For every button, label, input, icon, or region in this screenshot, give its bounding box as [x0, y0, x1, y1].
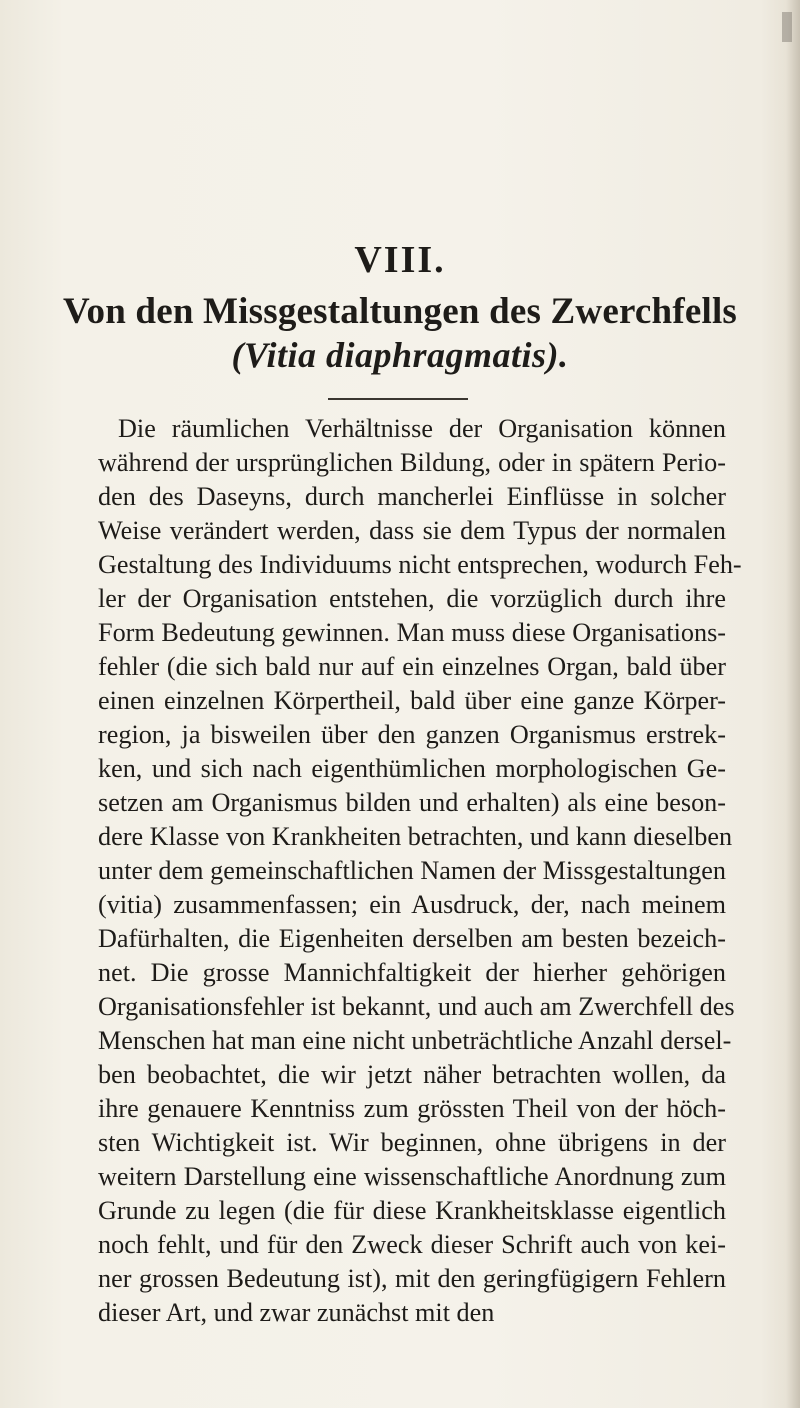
text-line: Dafürhalten, die Eigenheiten derselben am besten bezeich-: [98, 924, 726, 953]
text-line: unter dem gemeinschaftlichen Namen der Missgestaltungen: [98, 856, 726, 885]
text-line: weitern Darstellung eine wissenschaftliche Anordnung zum: [98, 1162, 726, 1191]
body-paragraph: [98, 412, 742, 1330]
page-edge-shadow: [786, 0, 800, 1408]
corner-mark: [782, 12, 792, 42]
text-line: während der ursprünglichen Bildung, oder in spätern Perio-: [98, 448, 726, 477]
text-line: Organisationsfehler ist bekannt, und auch am Zwerchfell des: [98, 992, 735, 1021]
text-line: setzen am Organismus bilden und erhalten) als eine beson-: [98, 788, 726, 817]
text-line: ihre genauere Kenntniss zum grössten Theil von der höch-: [98, 1094, 726, 1123]
text-line: fehler (die sich bald nur auf ein einzelnes Organ, bald über: [98, 652, 726, 681]
text-line: noch fehlt, und für den Zweck dieser Schrift auch von kei-: [98, 1230, 726, 1259]
text-line: dieser Art, und zwar zunächst mit den: [98, 1298, 495, 1327]
text-line: Die räumlichen Verhältnisse der Organisation können: [118, 414, 726, 443]
chapter-title: Von den Missgestaltungen des Zwerchfells: [62, 291, 738, 332]
text-line: sten Wichtigkeit ist. Wir beginnen, ohne übrigens in der: [98, 1128, 726, 1157]
title-divider: [328, 398, 468, 400]
text-line: net. Die grosse Mannichfaltigkeit der hierher gehörigen: [98, 958, 726, 987]
text-line: Gestaltung des Individuums nicht entsprechen, wodurch Feh-: [98, 550, 742, 579]
text-line: einen einzelnen Körpertheil, bald über eine ganze Körper-: [98, 686, 726, 715]
text-line: Grunde zu legen (die für diese Krankheitsklasse eigentlich: [98, 1196, 726, 1225]
chapter-number: VIII.: [354, 239, 446, 281]
text-line: ner grossen Bedeutung ist), mit den geringfügigern Fehlern: [98, 1264, 726, 1293]
text-line: Weise verändert werden, dass sie dem Typus der normalen: [98, 516, 726, 545]
text-line: Menschen hat man eine nicht unbeträchtliche Anzahl dersel-: [98, 1026, 732, 1055]
text-line: (vitia) zusammenfassen; ein Ausdruck, der, nach meinem: [98, 890, 726, 919]
text-line: den des Daseyns, durch mancherlei Einflüsse in solcher: [98, 482, 726, 511]
text-line: Form Bedeutung gewinnen. Man muss diese Organisations-: [98, 618, 726, 647]
text-line: ben beobachtet, die wir jetzt näher betrachten wollen, da: [98, 1060, 726, 1089]
text-line: ken, und sich nach eigenthümlichen morphologischen Ge-: [98, 754, 726, 783]
text-line: ler der Organisation entstehen, die vorzüglich durch ihre: [98, 584, 726, 613]
text-line: dere Klasse von Krankheiten betrachten, und kann dieselben: [98, 822, 733, 851]
text-line: region, ja bisweilen über den ganzen Organismus erstrek-: [98, 720, 726, 749]
chapter-subtitle: (Vitia diaphragmatis).: [231, 335, 569, 375]
